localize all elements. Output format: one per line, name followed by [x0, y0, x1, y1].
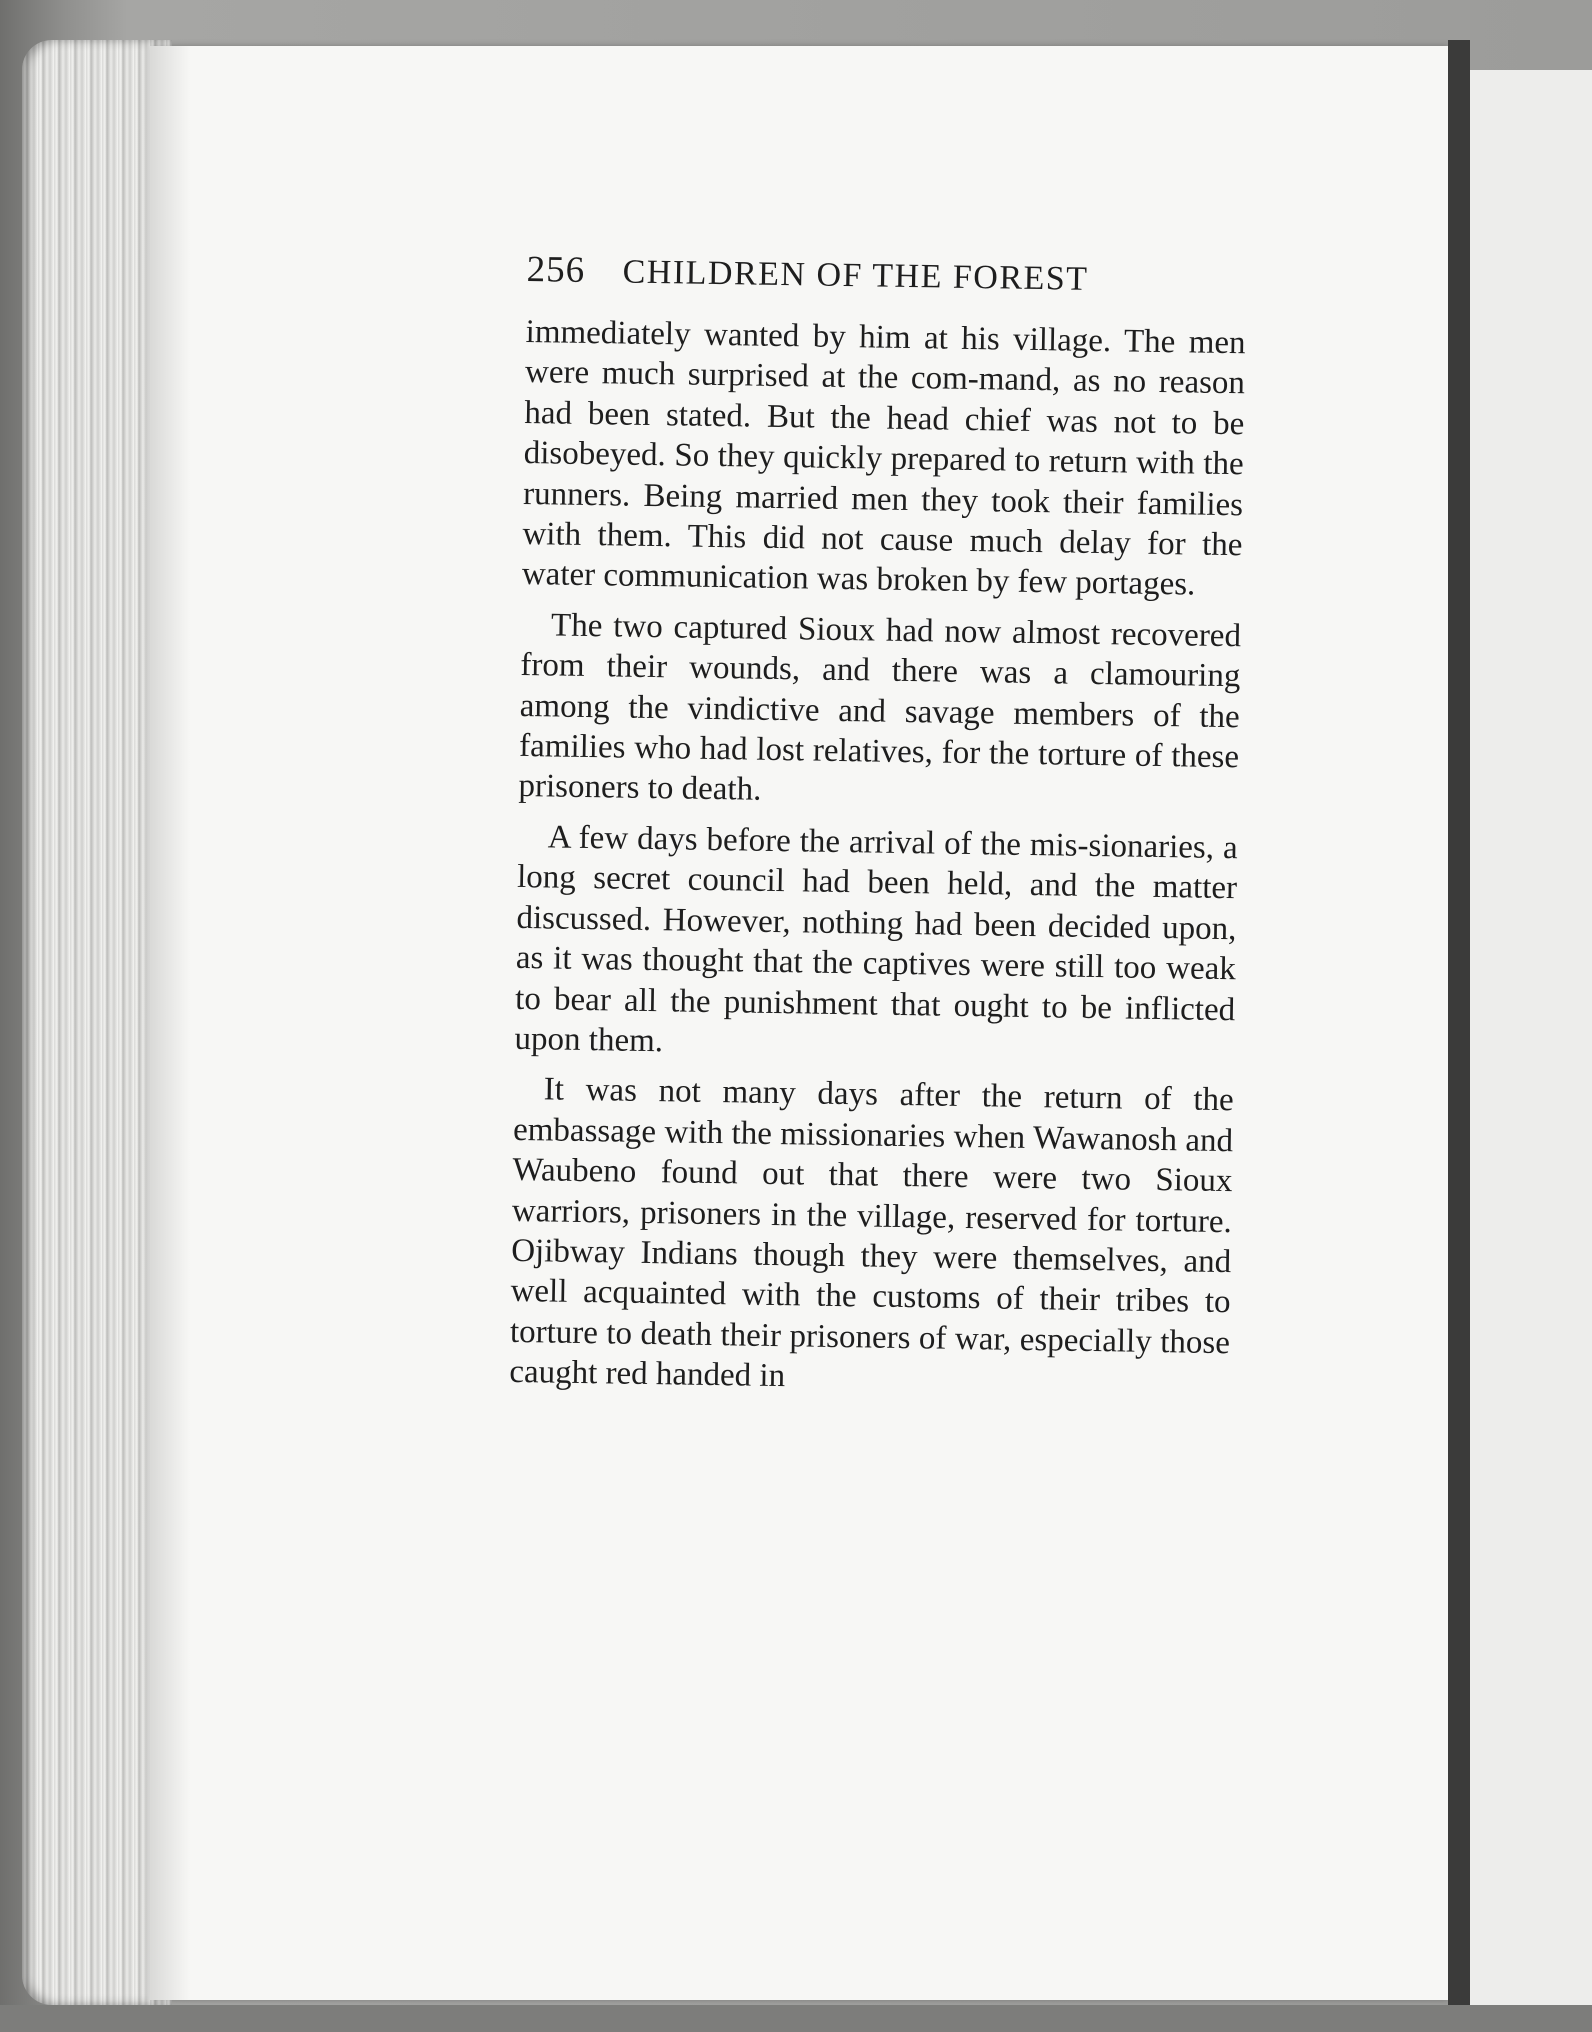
paragraph: A few days before the arrival of the mis-sionaries, a long secret council had been held, and the matter discussed. However, nothing had been decided upon, as it was thought that the captives were still too weak to bear all the punishment that ought to be inflicted upon them.	[514, 819, 1238, 1060]
running-head	[526, 248, 1247, 317]
next-page-edge	[1470, 70, 1592, 2008]
paragraph: immediately wanted by him at his village. The men were much surprised at the com-mand, as no reason had been stated. But the head chief was not to be disobeyed. So they quickly prepared to return with the runners. Being married men they took their families with them. This did not cause much delay for the water communication was broken by few portages.	[521, 313, 1246, 603]
page-text-block	[509, 248, 1247, 1404]
paragraph: It was not many days after the return of the embassage with the missionaries when Wawanosh and Waubeno found out that there were two Sioux warriors, prisoners in the village, reserved for torture. Ojibway Indians though they were themselves, and well acquainted with the customs of their tribes to torture to death their prisoners of war, especially those caught red handed in	[509, 1071, 1234, 1395]
paragraph: The two captured Sioux had now almost recovered from their wounds, and there was a clamouring among the vindictive and savage members of the families who had lost relatives, for the torture of these prisoners to death.	[518, 607, 1242, 809]
page-number: 256	[526, 248, 586, 291]
book-title: CHILDREN OF THE FOREST	[622, 253, 1089, 298]
book-gutter	[1448, 40, 1470, 2015]
book-cover-bottom	[0, 2005, 1592, 2032]
page-binding-shadow	[150, 46, 190, 2000]
